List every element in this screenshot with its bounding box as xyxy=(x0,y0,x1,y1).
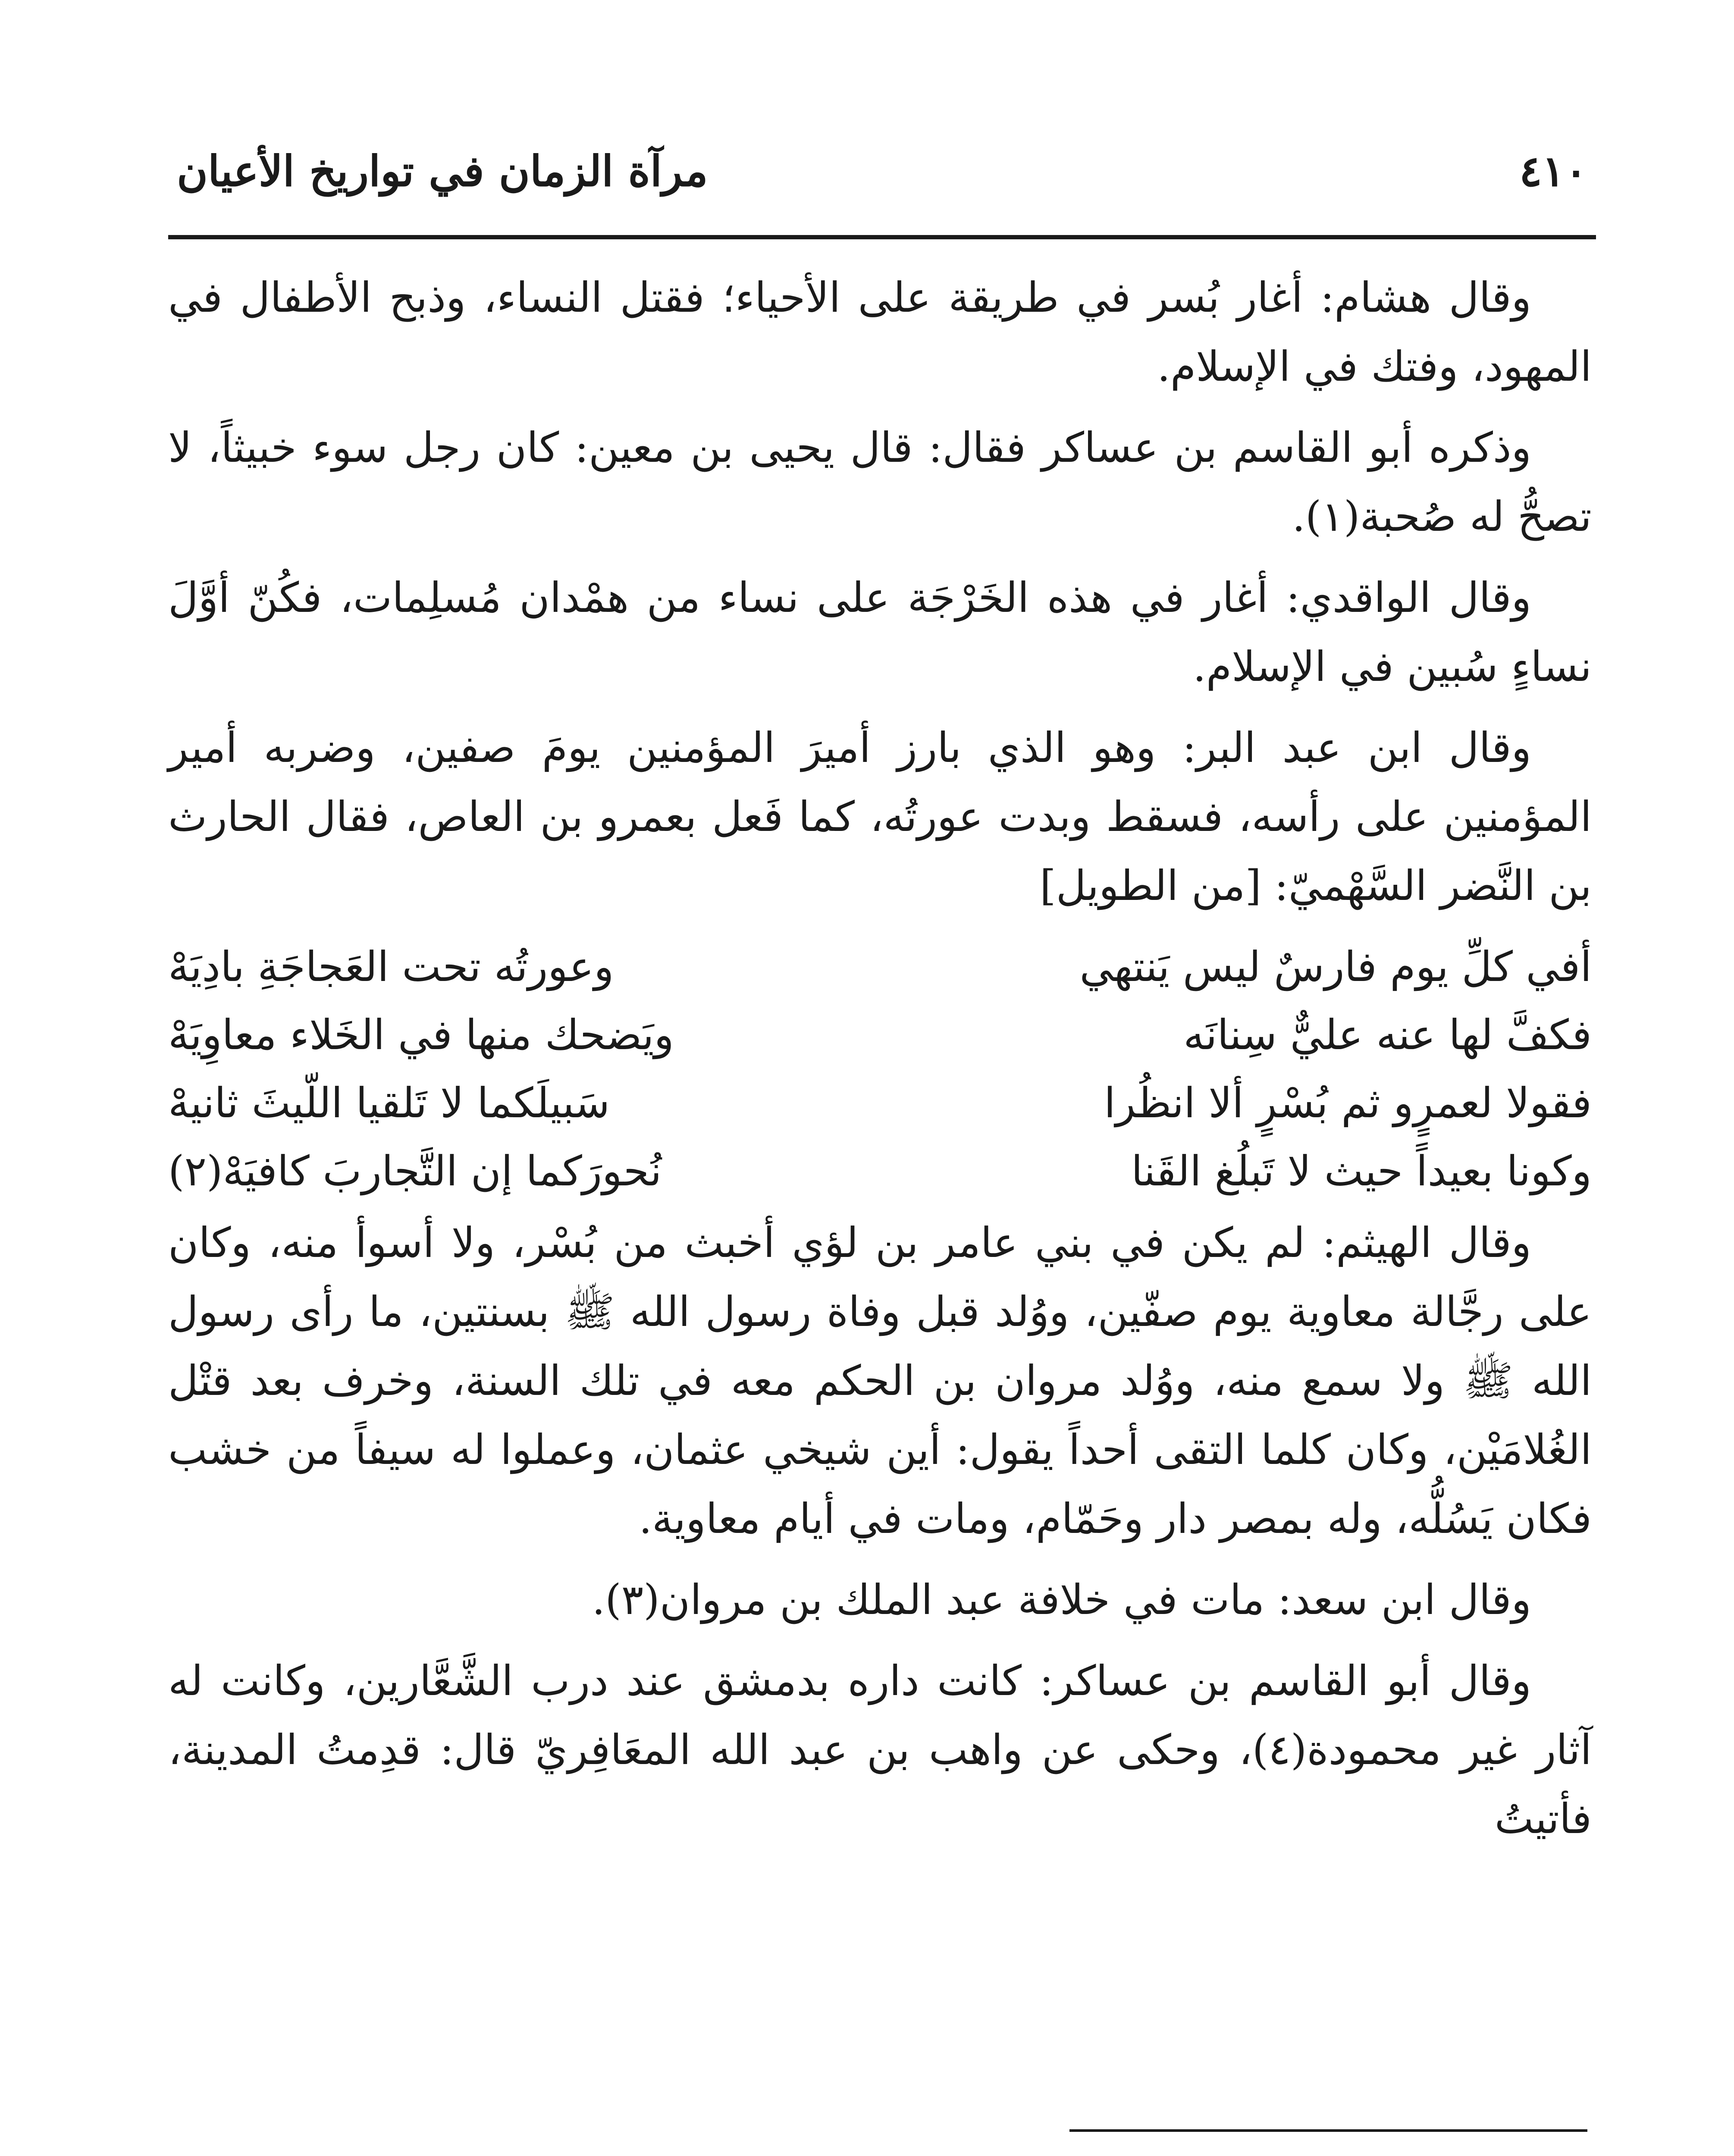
verse-second-hemistich: نُحورَكما إن التَّجاربَ كافيَهْ(٢) xyxy=(168,1147,662,1195)
page-number: ٤١٠ xyxy=(1519,147,1587,196)
verse-second-hemistich: سَبيلَكما لا تَلقيا اللّيثَ ثانيهْ xyxy=(168,1079,610,1127)
poem-verse xyxy=(168,1137,1592,1205)
poem-verse xyxy=(168,1000,1592,1069)
poem xyxy=(168,932,1592,1205)
header-rule xyxy=(168,235,1596,239)
verse-first-hemistich: أفي كلِّ يوم فارسٌ ليس يَنتهي xyxy=(1079,943,1592,991)
main-text xyxy=(168,263,1592,1865)
verse-first-hemistich: فكفَّ لها عنه عليٌّ سِنانَه xyxy=(1183,1011,1592,1059)
paragraph: وقال ابن عبد البر: وهو الذي بارز أميرَ المؤمنين يومَ صفين، وضربه أمير المؤمنين على رأسه، فسقط وبدت عورتُه، كما فَعل بعمرو بن العاص، فقال الحارث بن النَّضر السَّهْميّ: [من الطويل] xyxy=(168,724,1592,910)
verse-first-hemistich: فقولا لعمرٍو ثم بُسْرٍ ألا انظُرا xyxy=(1104,1079,1592,1127)
paragraph: وقال الهيثم: لم يكن في بني عامر بن لؤي أخبث من بُسْر، ولا أسوأ منه، وكان على رجَّالة معاوية يوم صفّين، ووُلد قبل وفاة رسول الله ﷺ بسنتين، ما رأى رسول الله ﷺ ولا سمع منه، ووُلد مروان بن الحكم معه في تلك السنة، وخرف بعد قتْل الغُلامَيْن، وكان كلما التقى أحداً يقول: أين شيخي عثمان، وعملوا له سيفاً من خشب فكان يَسُلُّه، وله بمصر دار وحَمّام، ومات في أيام معاوية. xyxy=(168,1219,1592,1543)
paragraph: وقال أبو القاسم بن عساكر: كانت داره بدمشق عند درب الشَّعَّارين، وكانت له آثار غير محمودة(٤)، وحكى عن واهب بن عبد الله المعَافِريّ قال: قدِمتُ المدينة، فأتيتُ xyxy=(168,1657,1592,1843)
paragraph: وقال الواقدي: أغار في هذه الخَرْجَة على نساء من همْدان مُسلِمات، فكُنّ أوَّلَ نساءٍ سُبين في الإسلام. xyxy=(168,573,1592,691)
poem-verse xyxy=(168,932,1592,1000)
running-title: مرآة الزمان في تواريخ الأعيان xyxy=(177,147,708,196)
poem-verse xyxy=(168,1069,1592,1137)
paragraph: وقال ابن سعد: مات في خلافة عبد الملك بن مروان(٣). xyxy=(592,1576,1531,1624)
verse-second-hemistich: ويَضحك منها في الخَلاء معاوِيَهْ xyxy=(168,1011,674,1059)
footnote-rule xyxy=(1069,2129,1587,2132)
page-header xyxy=(177,142,1592,211)
verse-second-hemistich: وعورتُه تحت العَجاجَةِ بادِيَهْ xyxy=(168,943,614,991)
verse-first-hemistich: وكونا بعيداً حيث لا تَبلُغ القَنا xyxy=(1131,1147,1592,1195)
paragraph: وذكره أبو القاسم بن عساكر فقال: قال يحيى بن معين: كان رجل سوء خبيثاً، لا تصحُّ له صُحبة(١). xyxy=(168,423,1592,541)
paragraph: وقال هشام: أغار بُسر في طريقة على الأحياء؛ فقتل النساء، وذبح الأطفال في المهود، وفتك في الإسلام. xyxy=(168,273,1592,391)
